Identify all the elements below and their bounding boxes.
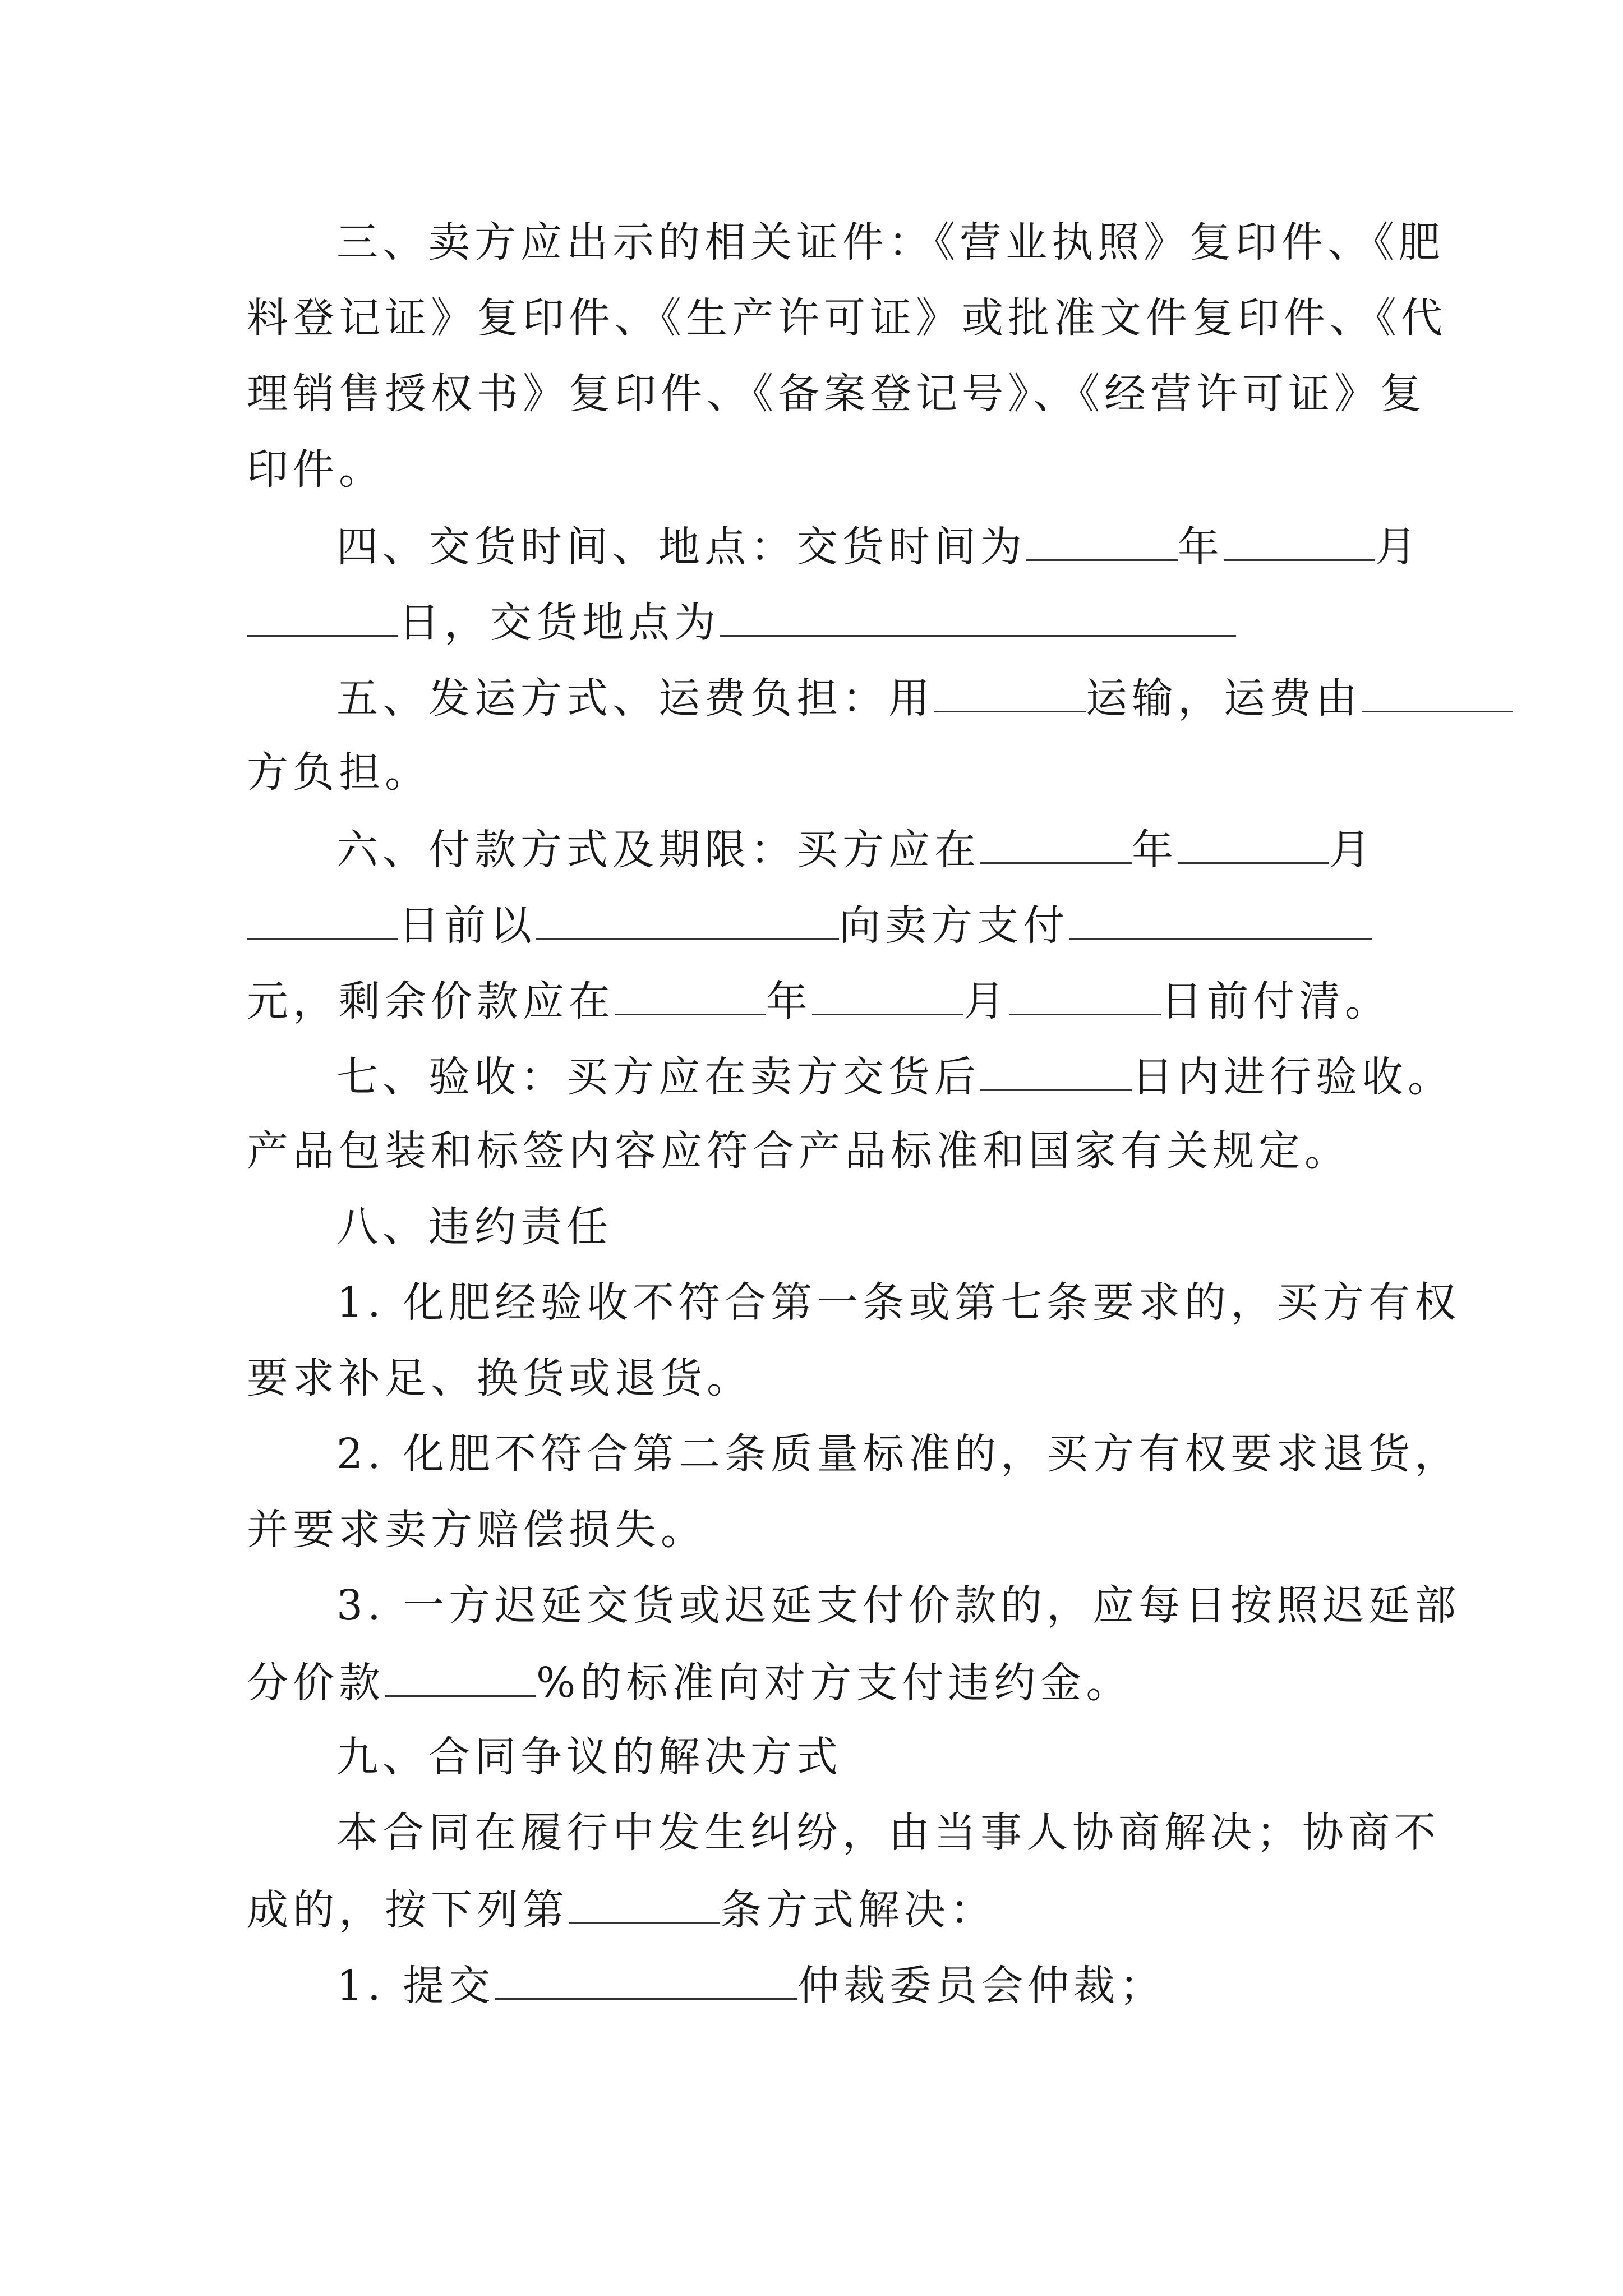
arbitration-commission-blank[interactable] [495, 1963, 797, 2000]
clause-4-line-1 [336, 523, 1421, 571]
freight-party-blank[interactable] [1362, 676, 1513, 712]
clause-3-line-2: 料登记证》复印件、《生产许可证》或批准文件复印件、《代 [247, 294, 1447, 342]
clause-8-title: 八、违约责任 [336, 1203, 612, 1251]
dispute-option-text: 成的，按下列第 [247, 1886, 569, 1934]
inspection-text: 日内进行验收。 [1132, 1053, 1454, 1101]
clause-4-text: 四、交货时间、地点：交货时间为 [336, 523, 1026, 571]
clause-8-item-2-line-1: 2. 化肥不符合第二条质量标准的，买方有权要求退货， [336, 1430, 1461, 1478]
remaining-year-blank[interactable] [615, 979, 766, 1015]
month-label: 月 [1329, 826, 1375, 874]
delivery-place-blank[interactable] [720, 600, 1236, 637]
payment-day-blank[interactable] [247, 903, 398, 940]
month-label: 月 [963, 977, 1009, 1025]
clause-6-line-2 [247, 901, 1372, 950]
before-text: 日前以 [398, 901, 536, 950]
clause-5-line-1 [336, 674, 1513, 723]
clause-5-line-2: 方负担。 [247, 748, 431, 797]
clause-5-text: 五、发运方式、运费负担：用 [336, 674, 934, 723]
resolution-text: 条方式解决： [720, 1886, 996, 1934]
paid-off-text: 日前付清。 [1161, 977, 1391, 1025]
remaining-month-blank[interactable] [812, 979, 963, 1015]
payment-amount-blank[interactable] [1069, 903, 1372, 940]
payment-month-blank[interactable] [1178, 827, 1329, 864]
clause-8-item-2-line-2: 并要求卖方赔偿损失。 [247, 1506, 707, 1554]
clause-8-item-1-line-1: 1. 化肥经验收不符合第一条或第七条要求的，买方有权 [336, 1278, 1461, 1327]
payment-year-blank[interactable] [980, 827, 1132, 864]
clause-6-line-1 [336, 826, 1375, 874]
clause-8-item-3-line-2 [247, 1659, 1132, 1707]
clause-7-text: 七、验收：买方应在卖方交货后 [336, 1053, 980, 1101]
delivery-month-blank[interactable] [1224, 524, 1375, 561]
dispute-option-blank[interactable] [569, 1888, 720, 1924]
clause-8-item-3-line-1: 3. 一方迟延交货或迟延支付价款的，应每日按照迟延部 [336, 1581, 1461, 1630]
clause-3-line-4: 印件。 [247, 445, 385, 494]
remaining-day-blank[interactable] [1009, 979, 1161, 1015]
clause-4-line-2 [247, 599, 1236, 647]
clause-9-title: 九、合同争议的解决方式 [336, 1733, 842, 1781]
clause-9-line-1: 本合同在履行中发生纠纷，由当事人协商解决；协商不 [336, 1809, 1440, 1857]
clause-7-line-1 [336, 1053, 1454, 1101]
year-label: 年 [1132, 826, 1178, 874]
delivery-year-blank[interactable] [1026, 524, 1178, 561]
submit-text: 1. 提交 [336, 1962, 495, 2010]
clause-6-line-3 [247, 977, 1391, 1025]
payment-method-blank[interactable] [536, 903, 839, 940]
pay-to-seller-text: 向卖方支付 [839, 901, 1069, 950]
clause-6-text: 六、付款方式及期限：买方应在 [336, 826, 980, 874]
clause-7-line-2: 产品包装和标签内容应符合产品标准和国家有关规定。 [247, 1127, 1350, 1175]
penalty-rate-blank[interactable] [385, 1660, 536, 1697]
freight-text: 运输，运费由 [1086, 674, 1362, 723]
transport-mode-blank[interactable] [934, 676, 1086, 712]
price-portion-text: 分价款 [247, 1659, 385, 1707]
remaining-text: 元，剩余价款应在 [247, 977, 615, 1025]
delivery-day-blank[interactable] [247, 600, 398, 637]
penalty-text: %的标准向对方支付违约金。 [536, 1659, 1132, 1707]
clause-3-line-3: 理销售授权书》复印件、《备案登记号》、《经营许可证》复 [247, 370, 1426, 418]
clause-3-line-1: 三、卖方应出示的相关证件：《营业执照》复印件、《肥 [336, 218, 1445, 266]
year-label: 年 [1178, 523, 1224, 571]
clause-9-line-2 [247, 1886, 996, 1934]
clause-9-item-1 [336, 1962, 1166, 2010]
delivery-place-text: 日，交货地点为 [398, 599, 720, 647]
arbitration-text: 仲裁委员会仲裁； [797, 1962, 1166, 2010]
month-label: 月 [1375, 523, 1421, 571]
year-label: 年 [766, 977, 812, 1025]
inspection-days-blank[interactable] [980, 1055, 1132, 1091]
clause-8-item-1-line-2: 要求补足、换货或退货。 [247, 1354, 753, 1402]
